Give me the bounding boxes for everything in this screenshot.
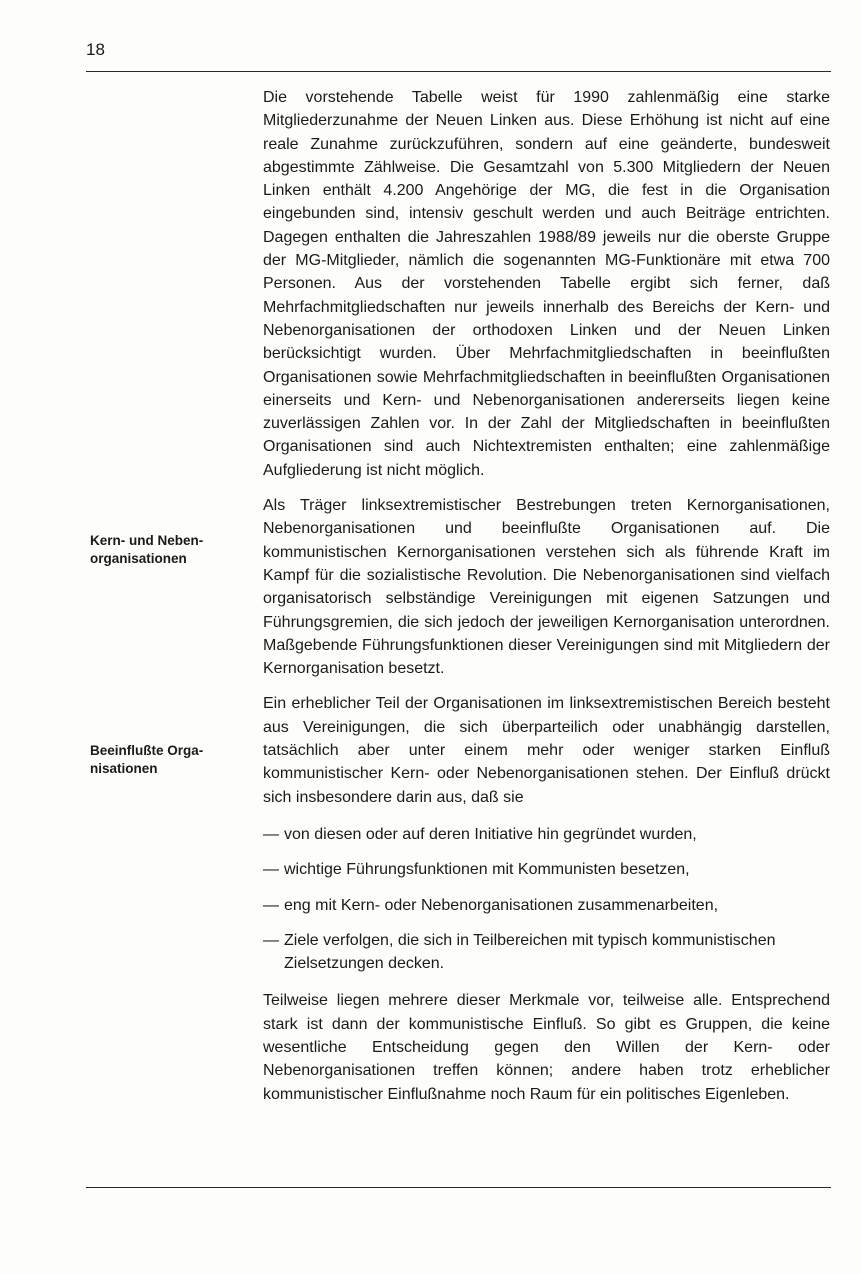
list-item — [263, 929, 830, 976]
margin-note-kern-neben: Kern- und Neben-organisationen — [90, 533, 204, 566]
dash-marker: — — [263, 861, 279, 879]
list-item-text: Ziele verfolgen, die sich in Teilbereichen mit typisch kommunistischen Zielsetzungen decken. — [284, 931, 776, 973]
list-item — [263, 823, 830, 846]
dash-marker: — — [263, 825, 279, 843]
margin-note-beeinflusst: Beeinflußte Orga-nisationen — [90, 743, 204, 776]
list-item — [263, 858, 830, 881]
header-rule — [86, 71, 831, 72]
influence-criteria-list — [263, 823, 830, 975]
footer-rule — [86, 1187, 831, 1188]
paragraph-intro: Die vorstehende Tabelle weist für 1990 zahlenmäßig eine starke Mitgliederzunahme der Neuen Linken aus. Diese Erhöhung ist nicht auf eine reale Zunahme zurückzuführen, sondern auf eine geänderte, bundesweit abgestimmte Zählweise. Die Gesamtzahl von 5.300 Mitgliedern der Neuen Linken enthält 4.200 Angehörige der MG, die fest in die Organisation eingebunden sind, intensiv geschult werden und auch Beiträge entrichten. Dagegen enthalten die Jahreszahlen 1988/89 jeweils nur die oberste Gruppe der MG-Mitglieder, nämlich die sogenannten MG-Funktionäre mit etwa 700 Personen. Aus der vorstehenden Tabelle ergibt sich ferner, daß Mehrfachmitgliedschaften nur jeweils innerhalb des Bereichs der Kern- und Nebenorganisationen der orthodoxen Linken und der Neuen Linken berücksichtigt wurden. Über Mehrfachmitgliedschaften in beeinflußten Organisationen sowie Mehrfachmitgliedschaften in beeinflußten Organisationen einerseits und Kern- und Nebenorganisationen andererseits liegen keine zuverlässigen Zahlen vor. In der Zahl der Mitgliedschaften in beeinflußten Organisationen sind auch Nichtextremisten enthalten; eine zahlenmäßige Aufgliederung ist nicht möglich. — [263, 89, 830, 479]
list-item-text: eng mit Kern- oder Nebenorganisationen zusammenarbeiten, — [284, 896, 719, 914]
page-number: 18 — [86, 40, 105, 59]
list-item-text: von diesen oder auf deren Initiative hin gegründet wurden, — [284, 825, 697, 843]
dash-marker: — — [263, 896, 279, 914]
paragraph-beeinflusst: Ein erheblicher Teil der Organisationen im linksextremistischen Bereich besteht aus Vereinigungen, die sich überparteilich oder unabhängig darstellen, tatsächlich aber unter einem mehr oder weniger starken Einfluß kommunistischer Kern- oder Nebenorganisationen stehen. Der Einfluß drückt sich insbesondere darin aus, daß sie — [263, 695, 830, 806]
dash-marker: — — [263, 931, 279, 949]
paragraph-closing: Teilweise liegen mehrere dieser Merkmale vor, teilweise alle. Entsprechend stark ist dann der kommunistische Einfluß. So gibt es Gruppen, die keine wesentliche Entscheidung gegen den Willen der Kern- oder Nebenorganisationen treffen können; andere haben trotz erheblicher kommunistischer Einflußnahme noch Raum für ein politisches Eigenleben. — [263, 992, 830, 1103]
paragraph-kern-neben: Als Träger linksextremistischer Bestrebungen treten Kernorganisationen, Nebenorganisationen und beeinflußte Organisationen auf. Die kommunistischen Kernorganisationen verstehen sich als führende Kraft im Kampf für die sozialistische Revolution. Die Nebenorganisationen sind vielfach organisatorisch selbständige Vereinigungen mit eigenen Satzungen und Führungsgremien, die sich jedoch der jeweiligen Kernorganisation unterordnen. Maßgebende Führungsfunktionen dieser Vereinigungen sind mit Mitgliedern der Kernorganisation besetzt. — [263, 497, 830, 678]
list-item-text: wichtige Führungsfunktionen mit Kommunisten besetzen, — [284, 861, 690, 879]
list-item — [263, 894, 830, 917]
main-text — [263, 86, 830, 1106]
